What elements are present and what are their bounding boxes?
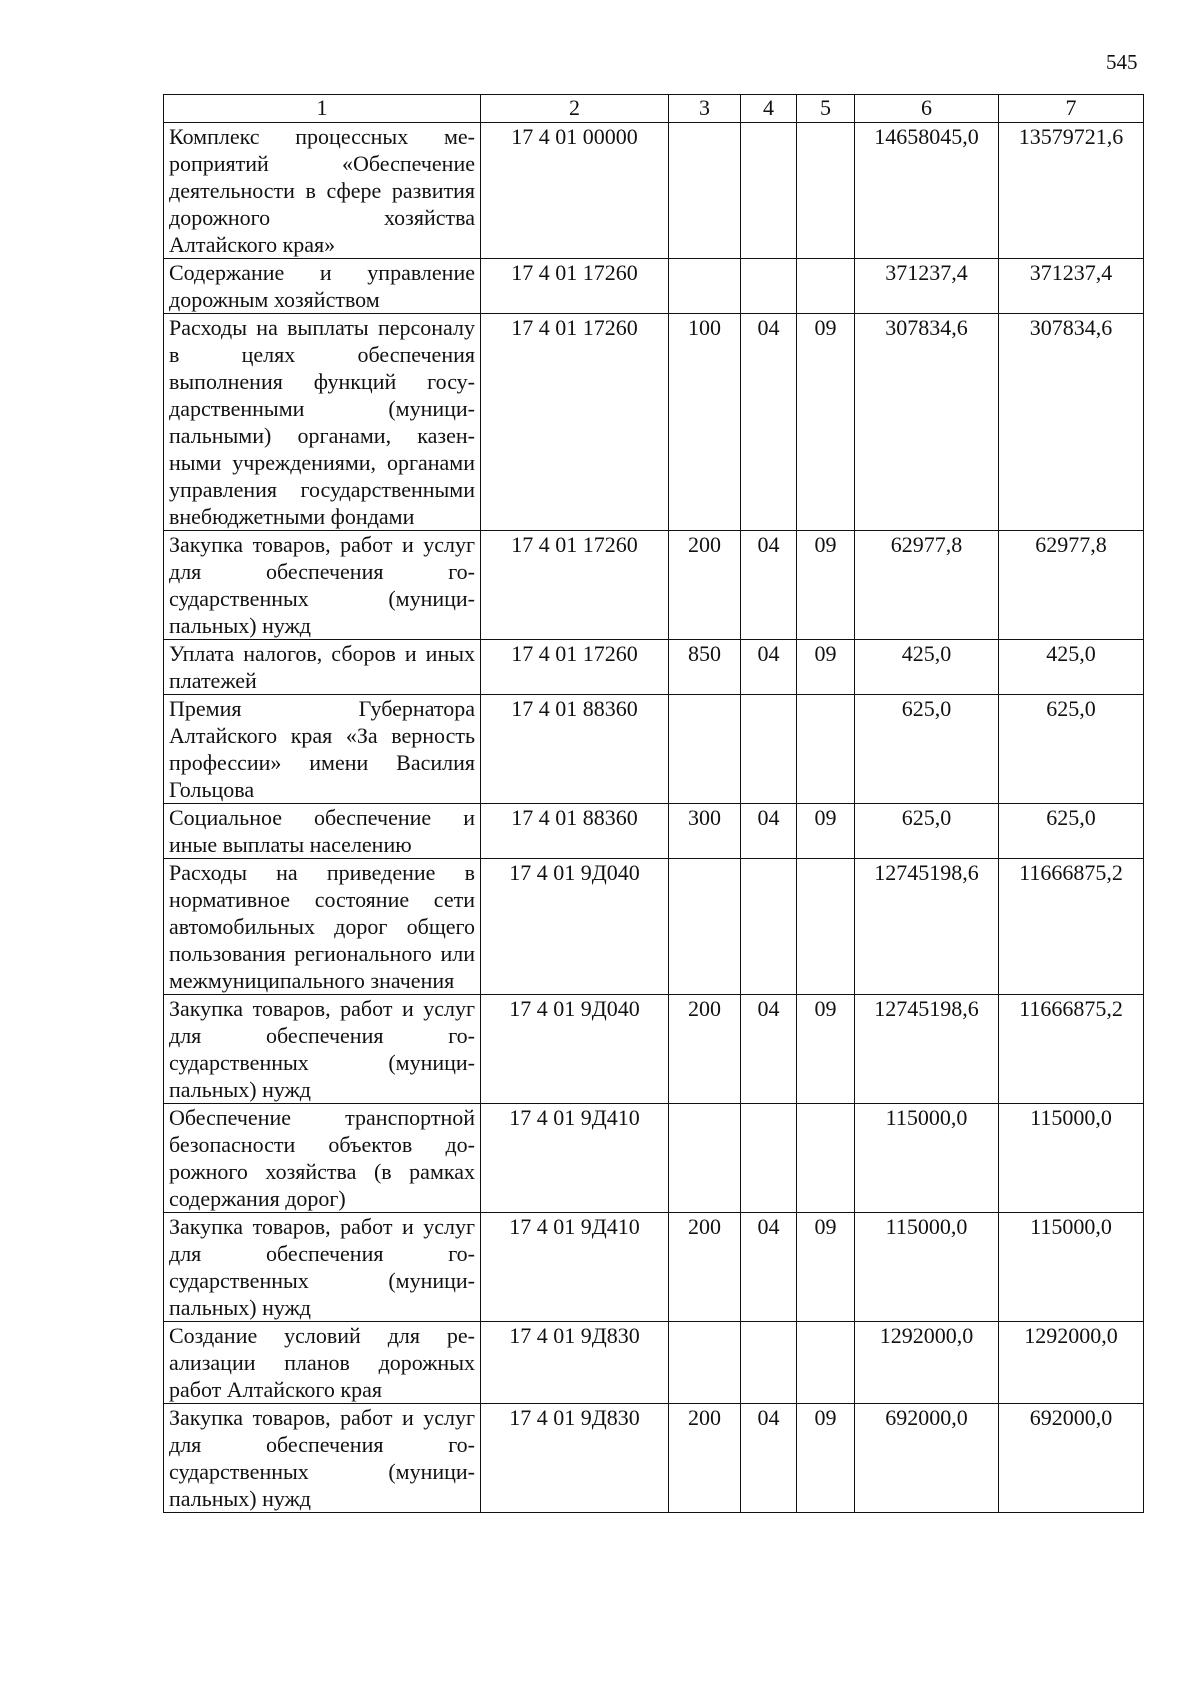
row-code: 17 4 01 17260 xyxy=(481,259,669,314)
row-value-col7: 625,0 xyxy=(999,804,1144,859)
row-col4 xyxy=(741,1322,797,1404)
row-code: 17 4 01 9Д830 xyxy=(481,1322,669,1404)
column-header-3: 3 xyxy=(669,95,741,123)
row-value-col7: 13579721,6 xyxy=(999,123,1144,259)
table-row xyxy=(164,531,1144,640)
row-code: 17 4 01 88360 xyxy=(481,804,669,859)
budget-table xyxy=(163,94,1144,1513)
row-value-col6: 1292000,0 xyxy=(855,1322,999,1404)
row-code: 17 4 01 9Д830 xyxy=(481,1404,669,1513)
row-value-col7: 307834,6 xyxy=(999,314,1144,531)
row-name: Закупка товаров, работ и услуг для обеспечения государственных (муниципальных) нужд xyxy=(164,1213,481,1322)
row-col5: 09 xyxy=(797,640,855,695)
row-col5: 09 xyxy=(797,804,855,859)
table-row xyxy=(164,1213,1144,1322)
row-col3: 200 xyxy=(669,1213,741,1322)
column-header-1: 1 xyxy=(164,95,481,123)
row-name: Закупка товаров, работ и услуг для обеспечения государственных (муниципальных) нужд xyxy=(164,995,481,1104)
row-col4 xyxy=(741,123,797,259)
row-col3 xyxy=(669,1104,741,1213)
row-value-col6: 371237,4 xyxy=(855,259,999,314)
row-value-col6: 62977,8 xyxy=(855,531,999,640)
row-col4: 04 xyxy=(741,640,797,695)
row-name: Закупка товаров, работ и услуг для обеспечения государственных (муниципальных) нужд xyxy=(164,531,481,640)
header-row xyxy=(164,95,1144,123)
column-header-6: 6 xyxy=(855,95,999,123)
row-col3: 850 xyxy=(669,640,741,695)
column-header-7: 7 xyxy=(999,95,1144,123)
row-name: Закупка товаров, работ и услуг для обеспечения государственных (муниципальных) нужд xyxy=(164,1404,481,1513)
column-header-5: 5 xyxy=(797,95,855,123)
table-row xyxy=(164,1322,1144,1404)
row-name: Расходы на приведение в нормативное состояние сети автомобильных дорог общего пользования регионального или межмуниципального значения xyxy=(164,859,481,995)
row-name: Премия Губернатора Алтайского края «За верность профессии» имени Василия Гольцова xyxy=(164,695,481,804)
column-header-4: 4 xyxy=(741,95,797,123)
table-row xyxy=(164,804,1144,859)
row-value-col7: 425,0 xyxy=(999,640,1144,695)
row-col4 xyxy=(741,695,797,804)
row-value-col7: 692000,0 xyxy=(999,1404,1144,1513)
row-name: Уплата налогов, сборов и иных платежей xyxy=(164,640,481,695)
page-number: 545 xyxy=(1106,50,1138,74)
row-value-col6: 625,0 xyxy=(855,695,999,804)
row-col3 xyxy=(669,1322,741,1404)
row-code: 17 4 01 00000 xyxy=(481,123,669,259)
row-value-col7: 371237,4 xyxy=(999,259,1144,314)
row-col5: 09 xyxy=(797,1404,855,1513)
row-code: 17 4 01 9Д410 xyxy=(481,1213,669,1322)
row-col4: 04 xyxy=(741,314,797,531)
row-col3: 300 xyxy=(669,804,741,859)
row-code: 17 4 01 9Д040 xyxy=(481,859,669,995)
table-body xyxy=(164,123,1144,1513)
row-name: Комплекс процессных мероприятий «Обеспечение деятельности в сфере развития дорожного хозяйства Алтайского края» xyxy=(164,123,481,259)
table-row xyxy=(164,314,1144,531)
row-col5: 09 xyxy=(797,531,855,640)
row-value-col7: 62977,8 xyxy=(999,531,1144,640)
row-value-col6: 625,0 xyxy=(855,804,999,859)
row-col4 xyxy=(741,259,797,314)
column-header-2: 2 xyxy=(481,95,669,123)
row-value-col6: 14658045,0 xyxy=(855,123,999,259)
row-col5 xyxy=(797,1104,855,1213)
row-col3 xyxy=(669,695,741,804)
row-col3: 200 xyxy=(669,1404,741,1513)
row-value-col6: 12745198,6 xyxy=(855,859,999,995)
row-value-col6: 115000,0 xyxy=(855,1104,999,1213)
row-col4 xyxy=(741,1104,797,1213)
table-row xyxy=(164,640,1144,695)
row-code: 17 4 01 17260 xyxy=(481,531,669,640)
row-value-col7: 1292000,0 xyxy=(999,1322,1144,1404)
row-name: Социальное обеспечение и иные выплаты населению xyxy=(164,804,481,859)
row-value-col7: 115000,0 xyxy=(999,1213,1144,1322)
row-code: 17 4 01 88360 xyxy=(481,695,669,804)
row-col3: 200 xyxy=(669,531,741,640)
row-code: 17 4 01 9Д410 xyxy=(481,1104,669,1213)
row-col5 xyxy=(797,1322,855,1404)
row-value-col6: 12745198,6 xyxy=(855,995,999,1104)
row-value-col6: 425,0 xyxy=(855,640,999,695)
row-value-col7: 115000,0 xyxy=(999,1104,1144,1213)
row-col3 xyxy=(669,259,741,314)
row-col5 xyxy=(797,123,855,259)
table-row xyxy=(164,695,1144,804)
table-row xyxy=(164,995,1144,1104)
row-col3 xyxy=(669,123,741,259)
row-col3 xyxy=(669,859,741,995)
row-name: Содержание и управление дорожным хозяйством xyxy=(164,259,481,314)
row-col5: 09 xyxy=(797,995,855,1104)
row-name: Обеспечение транспортной безопасности объектов дорожного хозяйства (в рамках содержания дорог) xyxy=(164,1104,481,1213)
row-code: 17 4 01 17260 xyxy=(481,314,669,531)
row-code: 17 4 01 9Д040 xyxy=(481,995,669,1104)
row-value-col6: 307834,6 xyxy=(855,314,999,531)
table-row xyxy=(164,859,1144,995)
row-col4: 04 xyxy=(741,804,797,859)
row-col5 xyxy=(797,859,855,995)
row-col4: 04 xyxy=(741,1213,797,1322)
row-col5: 09 xyxy=(797,1213,855,1322)
row-value-col6: 115000,0 xyxy=(855,1213,999,1322)
row-col4: 04 xyxy=(741,531,797,640)
row-col5 xyxy=(797,259,855,314)
row-code: 17 4 01 17260 xyxy=(481,640,669,695)
row-col5 xyxy=(797,695,855,804)
row-col4: 04 xyxy=(741,1404,797,1513)
row-name: Создание условий для реализации планов дорожных работ Алтайского края xyxy=(164,1322,481,1404)
row-col5: 09 xyxy=(797,314,855,531)
table-row xyxy=(164,259,1144,314)
row-value-col7: 625,0 xyxy=(999,695,1144,804)
row-name: Расходы на выплаты персоналу в целях обеспечения выполнения функций государственными (муниципальными) органами, казенными учреждениями, органами управления государственными внебюджетными фондами xyxy=(164,314,481,531)
row-col3: 200 xyxy=(669,995,741,1104)
row-col4: 04 xyxy=(741,995,797,1104)
row-value-col7: 11666875,2 xyxy=(999,859,1144,995)
row-value-col6: 692000,0 xyxy=(855,1404,999,1513)
row-col3: 100 xyxy=(669,314,741,531)
row-value-col7: 11666875,2 xyxy=(999,995,1144,1104)
table-row xyxy=(164,123,1144,259)
row-col4 xyxy=(741,859,797,995)
table-row xyxy=(164,1104,1144,1213)
table-row xyxy=(164,1404,1144,1513)
